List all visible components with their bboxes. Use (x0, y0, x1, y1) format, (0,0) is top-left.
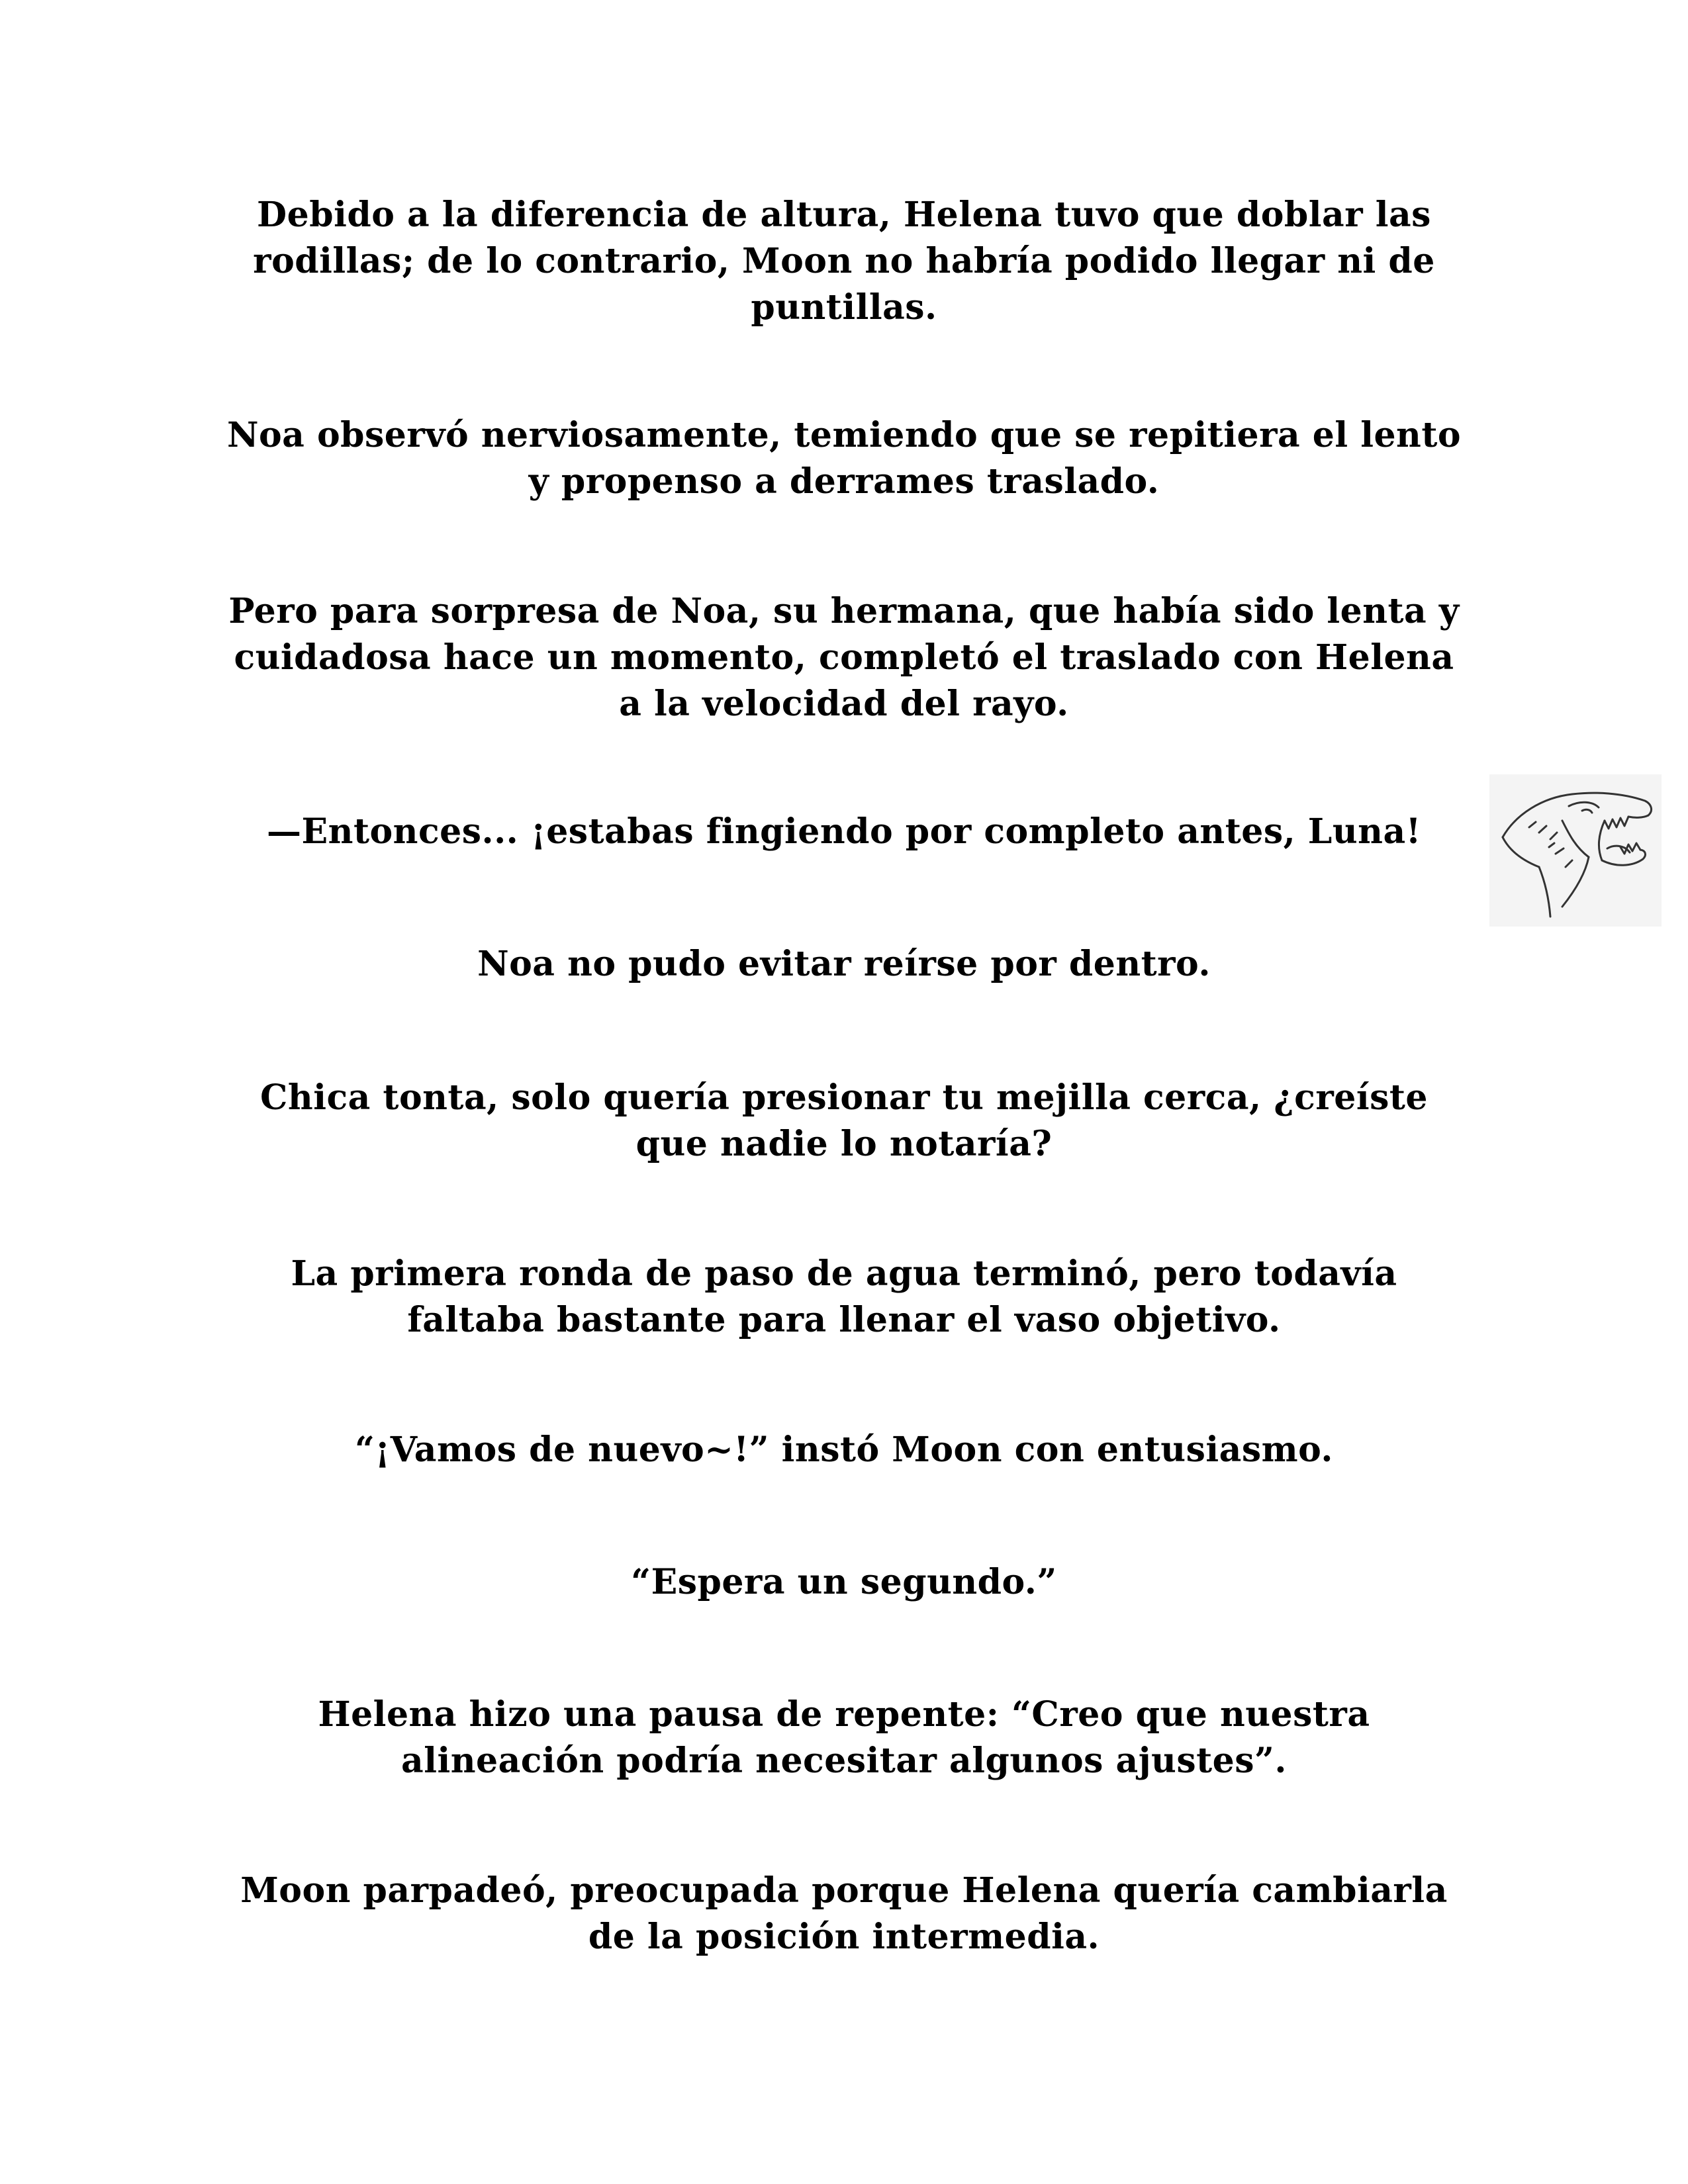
paragraph-line: Noa observó nerviosamente, temiendo que se repitiera el lento (226, 415, 1462, 455)
paragraph-line: alineación podría necesitar algunos ajustes”. (401, 1741, 1287, 1781)
paragraph-line: a la velocidad del rayo. (619, 684, 1069, 724)
paragraph-10 (218, 1692, 1470, 1784)
paragraph-line: —Entonces... ¡estabas fingiendo por completo antes, Luna! (267, 811, 1421, 852)
paragraph-line: Pero para sorpresa de Noa, su hermana, que había sido lenta y (228, 591, 1460, 631)
paragraph-line: La primera ronda de paso de agua terminó, pero todavía (291, 1253, 1397, 1294)
paragraph-9 (218, 1559, 1470, 1606)
paragraph-line: y propenso a derrames traslado. (528, 461, 1160, 502)
paragraph-11 (218, 1868, 1470, 1960)
paragraph-line: “¡Vamos de nuevo~!” instó Moon con entusiasmo. (355, 1430, 1333, 1470)
paragraph-line: “Espera un segundo.” (631, 1562, 1057, 1602)
paragraph-line: faltaba bastante para llenar el vaso objetivo. (407, 1300, 1281, 1340)
paragraph-8 (218, 1427, 1470, 1473)
paragraph-line: Chica tonta, solo quería presionar tu mejilla cerca, ¿creíste (260, 1077, 1428, 1118)
dinosaur-head-sketch-icon (1489, 774, 1662, 927)
paragraph-2 (218, 412, 1470, 505)
paragraph-1 (218, 192, 1470, 331)
paragraph-line: cuidadosa hace un momento, completó el traslado con Helena (234, 637, 1454, 678)
paragraph-4 (218, 809, 1470, 855)
paragraph-line: puntillas. (751, 287, 937, 328)
paragraph-5 (218, 941, 1470, 987)
paragraph-3 (218, 588, 1470, 727)
paragraph-line: de la posición intermedia. (588, 1917, 1100, 1957)
paragraph-line: Debido a la diferencia de altura, Helena tuvo que doblar las (257, 195, 1431, 235)
paragraph-line: que nadie lo notaría? (635, 1124, 1053, 1164)
paragraph-line: Moon parpadeó, preocupada porque Helena quería cambiarla (240, 1870, 1448, 1911)
paragraph-7 (218, 1251, 1470, 1343)
paragraph-6 (218, 1075, 1470, 1167)
paragraph-line: Noa no pudo evitar reírse por dentro. (477, 944, 1211, 984)
paragraph-line: Helena hizo una pausa de repente: “Creo que nuestra (318, 1694, 1370, 1735)
paragraph-line: rodillas; de lo contrario, Moon no habría podido llegar ni de (253, 241, 1435, 281)
